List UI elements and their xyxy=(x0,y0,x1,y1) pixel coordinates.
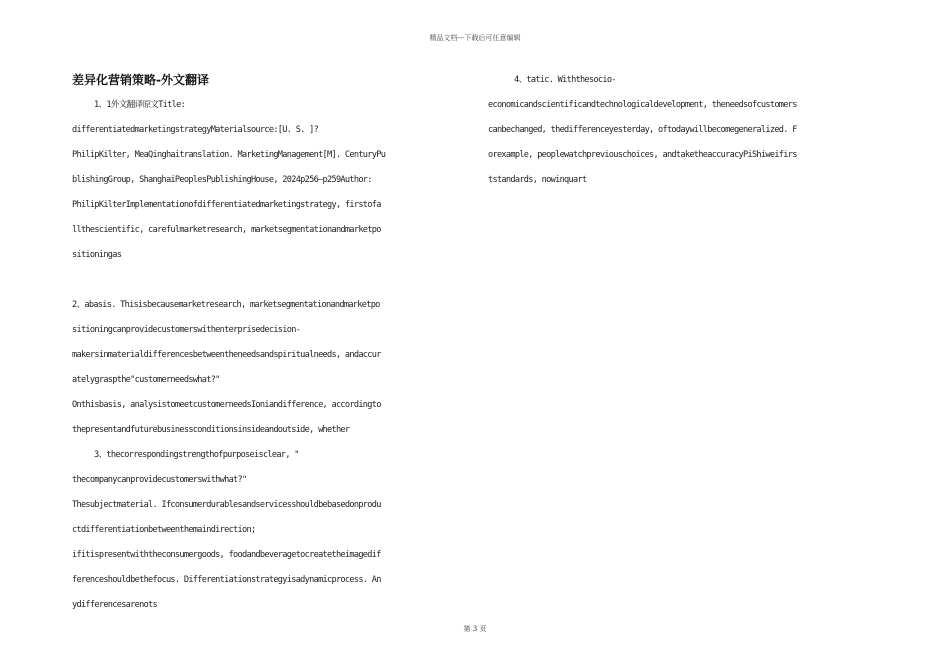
text-line: 4、tatic. Withthesocio- xyxy=(514,75,616,85)
text-line: canbechanged, thedifferenceyesterday, oftodaywillbecomegeneralized. F xyxy=(488,125,797,135)
page-number: 第 3 页 xyxy=(463,625,487,633)
text-line: makersinmaterialdifferencesbetweentheneedsandspiritualneeds, andaccur xyxy=(72,350,381,360)
text-line: 2、abasis. Thisisbecausemarketresearch, marketsegmentationandmarketpo xyxy=(72,300,380,310)
text-line: Thesubjectmaterial. Ifconsumerdurablesandservicesshouldbebasedonprodu xyxy=(72,500,381,510)
text-line: orexample, peoplewatchpreviouschoices, andtaketheaccuracyPiShiweifirs xyxy=(488,150,797,160)
text-line: Onthisbasis, analysistomeetcustomerneedsIoniandifference, accordingto xyxy=(72,400,381,410)
text-line: tstandards, nowinquart xyxy=(488,175,587,185)
page-header: 精品文档---下载后可任意编辑 xyxy=(429,34,521,42)
text-line: sitioningcanprovidecustomerswithenterprisedecision- xyxy=(72,325,301,335)
right-column xyxy=(488,68,880,193)
text-line: 1、1外文翻译原文Title: xyxy=(94,100,186,110)
text-line: thepresentandfuturebusinessconditionsinsideandoutside, whether xyxy=(72,425,350,435)
text-line: atelygraspthe"customerneedswhat?" xyxy=(72,375,220,385)
text-line: PhilipKilterImplementationofdifferentiatedmarketingstrategy, firstofa xyxy=(72,200,381,210)
text-line: ifitispresentwiththeconsumergoods, foodandbeveragetocreatetheimagedif xyxy=(72,550,381,560)
text-line: thecompanycanprovidecustomerswithwhat?" xyxy=(72,475,247,485)
text-line: 3、thecorrespondingstrengthofpurposeisclear, " xyxy=(94,450,299,460)
left-column xyxy=(72,68,460,618)
text-line: blishingGroup, ShanghaiPeoplesPublishingHouse, 2024p256—p259Author: xyxy=(72,175,372,185)
text-line: ydifferencesarenots xyxy=(72,600,158,610)
text-line: differentiatedmarketingstrategyMaterialsource:[U. S. ]? xyxy=(72,125,319,135)
text-line: PhilipKilter, MeaQinghaitranslation. MarketingManagement[M]. CenturyPu xyxy=(72,150,386,160)
text-line: ferenceshouldbethefocus. Differentiationstrategyisadynamicprocess. An xyxy=(72,575,381,585)
text-line: economicandscientificandtechnologicaldevelopment, theneedsofcustomers xyxy=(488,100,797,110)
paragraph-gap xyxy=(72,268,460,293)
text-line: llthescientific, carefulmarketresearch, marketsegmentationandmarketpo xyxy=(72,225,381,235)
text-line: sitioningas xyxy=(72,250,122,260)
document-title: 差异化营销策略-外文翻译 xyxy=(72,73,209,87)
text-line: ctdifferentiationbetweenthemaindirection; xyxy=(72,525,256,535)
